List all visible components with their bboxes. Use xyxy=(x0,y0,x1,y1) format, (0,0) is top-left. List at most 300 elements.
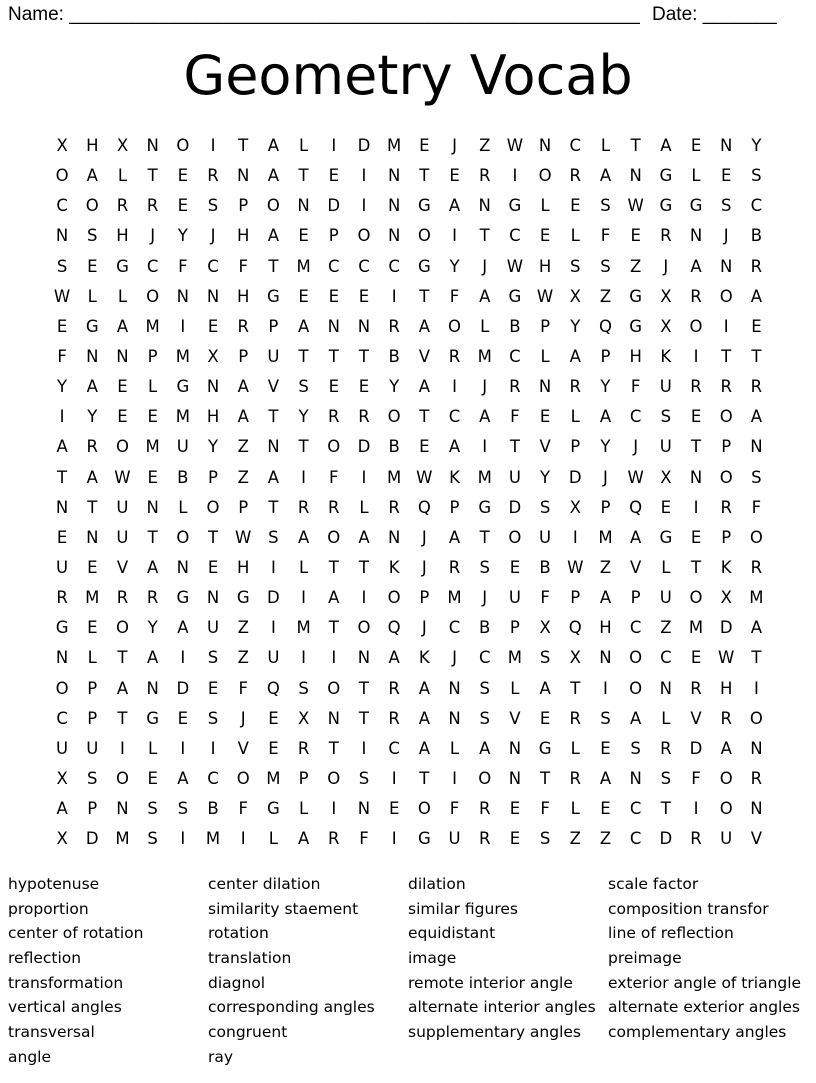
name-field-label: Name: ______________________________________________________ xyxy=(8,4,640,25)
grid-letter: M xyxy=(296,256,311,276)
grid-letter: I xyxy=(59,407,65,427)
word-list-item: reflection xyxy=(8,949,82,968)
grid-letter: N xyxy=(55,497,69,517)
grid-letter: G xyxy=(417,196,431,216)
grid-letter: T xyxy=(419,768,430,788)
grid-letter: O xyxy=(629,648,643,668)
word-list-item: similarity staement xyxy=(208,899,359,918)
grid-letter: P xyxy=(721,437,732,457)
grid-letter: E xyxy=(87,557,98,577)
grid-letter: C xyxy=(56,196,68,216)
grid-letter: Q xyxy=(387,618,401,638)
grid-letter: S xyxy=(207,708,219,728)
grid-letter: U xyxy=(508,467,521,487)
grid-letter: D xyxy=(689,738,703,758)
grid-letter: E xyxy=(117,377,128,397)
grid-letter: M xyxy=(205,829,221,849)
grid-letter: G xyxy=(508,286,522,306)
grid-letter: F xyxy=(751,497,762,517)
grid-letter: L xyxy=(359,497,369,517)
grid-letter: U xyxy=(116,497,129,517)
grid-letter: A xyxy=(750,618,763,638)
grid-letter: E xyxy=(328,166,339,186)
grid-letter: F xyxy=(449,286,460,306)
grid-letter: S xyxy=(630,738,641,758)
grid-letter: A xyxy=(599,588,612,608)
grid-letter: E xyxy=(721,166,732,186)
grid-letter: R xyxy=(328,829,340,849)
grid-letter: A xyxy=(388,648,400,668)
grid-letter: S xyxy=(87,226,98,246)
grid-letter: N xyxy=(538,136,552,155)
grid-letter: J xyxy=(210,226,216,246)
grid-letter: T xyxy=(238,136,249,155)
grid-letter: I xyxy=(693,497,699,517)
grid-letter: Z xyxy=(237,618,249,638)
word-search-grid xyxy=(47,131,772,854)
grid-letter: R xyxy=(720,497,732,517)
grid-letter: F xyxy=(329,467,339,487)
grid-letter: R xyxy=(328,407,340,427)
grid-letter: C xyxy=(388,256,400,276)
grid-letter: Y xyxy=(540,467,551,487)
grid-letter: X xyxy=(56,768,68,788)
grid-letter: I xyxy=(512,166,518,186)
grid-letter: A xyxy=(86,377,98,397)
grid-letter: E xyxy=(539,708,551,728)
grid-letter: Q xyxy=(629,497,643,517)
grid-letter: I xyxy=(210,136,216,155)
grid-letter: O xyxy=(115,768,129,788)
grid-letter: S xyxy=(177,799,189,819)
grid-letter: E xyxy=(207,557,219,577)
grid-letter: I xyxy=(180,829,186,849)
grid-letter: I xyxy=(482,437,488,457)
grid-letter: A xyxy=(630,527,642,547)
grid-letter: M xyxy=(387,467,402,487)
grid-letter: O xyxy=(327,527,341,547)
grid-letter: T xyxy=(690,557,702,577)
grid-letter: E xyxy=(268,708,279,728)
grid-letter: Y xyxy=(751,136,762,155)
grid-letter: B xyxy=(750,226,763,246)
grid-letter: J xyxy=(452,136,457,155)
grid-letter: S xyxy=(570,256,581,276)
grid-letter: R xyxy=(569,377,582,397)
grid-letter: U xyxy=(659,437,672,457)
grid-letter: T xyxy=(57,467,68,487)
grid-letter: J xyxy=(482,377,488,397)
grid-letter: O xyxy=(417,226,431,246)
grid-letter: E xyxy=(147,407,158,427)
grid-letter: E xyxy=(751,316,762,336)
grid-letter: C xyxy=(448,407,461,427)
grid-letter: C xyxy=(509,226,521,246)
grid-letter: G xyxy=(176,588,190,608)
grid-letter: Y xyxy=(600,437,611,457)
grid-letter: X xyxy=(660,286,672,306)
grid-letter: W xyxy=(53,286,71,306)
grid-letter: Q xyxy=(568,618,582,638)
grid-letter: F xyxy=(238,799,248,819)
grid-letter: C xyxy=(207,768,219,788)
grid-letter: V xyxy=(267,377,280,397)
grid-letter: I xyxy=(723,316,729,336)
grid-letter: C xyxy=(660,648,672,668)
grid-letter: S xyxy=(298,377,309,397)
grid-letter: R xyxy=(388,678,400,698)
grid-letter: P xyxy=(87,678,98,698)
grid-letter: G xyxy=(478,497,492,517)
grid-letter: L xyxy=(268,829,278,849)
grid-letter: L xyxy=(449,738,460,758)
grid-letter: L xyxy=(661,708,671,728)
grid-letter: N xyxy=(327,316,340,336)
grid-letter: G xyxy=(689,196,703,216)
grid-letter: T xyxy=(358,557,370,577)
grid-letter: A xyxy=(479,286,491,306)
grid-letter: L xyxy=(117,286,128,306)
grid-letter: Y xyxy=(570,316,581,336)
grid-letter: F xyxy=(178,256,188,276)
grid-letter: A xyxy=(237,377,249,397)
grid-letter: F xyxy=(238,256,248,276)
grid-letter: J xyxy=(603,467,608,487)
grid-letter: T xyxy=(207,527,219,547)
grid-letter: A xyxy=(630,708,642,728)
grid-letter: A xyxy=(720,738,732,758)
grid-letter: I xyxy=(301,648,307,668)
grid-letter: T xyxy=(358,346,370,366)
grid-letter: J xyxy=(421,527,427,547)
grid-letter: X xyxy=(297,708,310,728)
grid-letter: T xyxy=(479,527,490,547)
grid-letter: N xyxy=(146,497,159,517)
grid-letter: T xyxy=(298,346,309,366)
grid-letter: R xyxy=(207,166,219,186)
grid-letter: E xyxy=(358,377,370,397)
grid-letter: T xyxy=(660,799,671,819)
grid-letter: P xyxy=(208,467,218,487)
grid-letter: Y xyxy=(177,226,188,246)
grid-letter: G xyxy=(417,256,431,276)
grid-letter: U xyxy=(267,648,280,668)
grid-letter: P xyxy=(298,768,309,788)
grid-letter: E xyxy=(358,286,370,306)
grid-letter: R xyxy=(720,377,732,397)
grid-letter: F xyxy=(57,346,67,366)
grid-letter: M xyxy=(85,588,100,608)
grid-letter: N xyxy=(116,346,129,366)
grid-letter: R xyxy=(569,708,582,728)
grid-letter: T xyxy=(147,527,158,547)
grid-letter: T xyxy=(479,226,490,246)
grid-letter: N xyxy=(146,678,159,698)
grid-letter: N xyxy=(387,166,401,186)
grid-letter: T xyxy=(721,346,732,366)
grid-letter: L xyxy=(691,166,701,186)
grid-letter: T xyxy=(690,437,702,457)
grid-letter: V xyxy=(690,708,702,728)
grid-letter: D xyxy=(719,618,733,638)
grid-letter: N xyxy=(206,377,220,397)
grid-letter: S xyxy=(539,648,551,668)
grid-letter: L xyxy=(117,166,128,186)
grid-letter: P xyxy=(540,316,551,336)
grid-letter: C xyxy=(750,196,763,216)
grid-letter: O xyxy=(206,497,220,517)
grid-letter: I xyxy=(210,738,216,758)
grid-letter: S xyxy=(87,768,98,788)
grid-letter: I xyxy=(180,738,186,758)
grid-letter: R xyxy=(56,588,68,608)
grid-letter: I xyxy=(603,678,608,698)
grid-letter: M xyxy=(266,768,281,788)
grid-letter: Y xyxy=(389,377,400,397)
grid-letter: I xyxy=(391,768,397,788)
grid-letter: E xyxy=(660,497,672,517)
grid-letter: X xyxy=(56,829,68,849)
grid-letter: A xyxy=(147,557,159,577)
grid-letter: I xyxy=(301,467,307,487)
grid-letter: K xyxy=(418,648,430,668)
grid-letter: R xyxy=(237,316,249,336)
grid-letter: F xyxy=(540,799,550,819)
grid-letter: I xyxy=(120,738,125,758)
grid-letter: N xyxy=(327,708,340,728)
grid-letter: O xyxy=(266,196,280,216)
grid-letter: N xyxy=(387,527,401,547)
grid-letter: A xyxy=(418,316,430,336)
grid-letter: B xyxy=(177,467,189,487)
grid-letter: H xyxy=(599,618,612,638)
grid-letter: H xyxy=(86,136,99,155)
grid-letter: T xyxy=(419,166,430,186)
grid-letter: V xyxy=(509,708,521,728)
grid-letter: P xyxy=(570,437,581,457)
grid-letter: X xyxy=(207,346,219,366)
grid-letter: F xyxy=(238,678,248,698)
grid-letter: P xyxy=(419,588,430,608)
grid-letter: Q xyxy=(417,497,431,517)
grid-letter: P xyxy=(449,497,460,517)
grid-letter: Q xyxy=(266,678,280,698)
grid-letter: E xyxy=(298,226,309,246)
grid-letter: T xyxy=(419,286,430,306)
grid-letter: A xyxy=(86,166,98,186)
grid-letter: C xyxy=(629,799,642,819)
grid-letter: J xyxy=(240,708,246,728)
grid-letter: T xyxy=(358,708,370,728)
word-list-item: rotation xyxy=(208,924,269,943)
grid-letter: S xyxy=(600,708,611,728)
grid-letter: R xyxy=(690,678,702,698)
grid-letter: E xyxy=(690,136,702,155)
word-list-item: similar figures xyxy=(408,899,518,918)
grid-letter: T xyxy=(509,437,520,457)
grid-letter: E xyxy=(690,648,702,668)
grid-letter: C xyxy=(629,407,642,427)
grid-letter: N xyxy=(267,437,280,457)
grid-letter: I xyxy=(361,196,367,216)
grid-letter: I xyxy=(572,527,578,547)
grid-letter: Y xyxy=(57,377,68,397)
word-list-item: supplementary angles xyxy=(408,1023,582,1042)
grid-letter: L xyxy=(540,196,550,216)
grid-letter: P xyxy=(268,316,279,336)
grid-letter: T xyxy=(751,346,762,366)
grid-letter: E xyxy=(207,678,219,698)
grid-letter: U xyxy=(539,527,552,547)
grid-letter: D xyxy=(267,588,280,608)
grid-letter: Z xyxy=(237,467,249,487)
grid-letter: N xyxy=(176,286,190,306)
grid-letter: T xyxy=(328,557,339,577)
grid-letter: C xyxy=(629,829,642,849)
word-list-item: transformation xyxy=(8,973,124,992)
grid-letter: N xyxy=(720,136,733,155)
grid-letter: V xyxy=(418,346,430,366)
grid-letter: L xyxy=(148,738,158,758)
grid-letter: T xyxy=(751,648,762,668)
grid-letter: T xyxy=(358,678,370,698)
grid-letter: N xyxy=(629,768,642,788)
grid-letter: H xyxy=(538,256,552,276)
grid-letter: U xyxy=(206,618,220,638)
grid-letter: A xyxy=(599,768,612,788)
grid-letter: D xyxy=(659,829,673,849)
grid-letter: A xyxy=(177,768,189,788)
date-field-label: Date: _______ xyxy=(652,4,777,25)
word-list-item: alternate interior angles xyxy=(408,998,596,1017)
grid-letter: M xyxy=(749,588,764,608)
grid-letter: E xyxy=(147,768,158,788)
grid-letter: R xyxy=(388,708,400,728)
grid-letter: U xyxy=(659,377,672,397)
grid-letter: Y xyxy=(298,407,309,427)
grid-letter: P xyxy=(630,588,641,608)
grid-letter: R xyxy=(448,346,461,366)
grid-letter: E xyxy=(268,738,279,758)
grid-letter: F xyxy=(540,588,550,608)
grid-letter: U xyxy=(720,829,733,849)
grid-letter: N xyxy=(508,768,522,788)
grid-letter: P xyxy=(238,497,249,517)
grid-letter: C xyxy=(629,618,642,638)
word-list-item: image xyxy=(408,949,457,968)
grid-letter: O xyxy=(55,678,69,698)
grid-letter: R xyxy=(297,738,310,758)
grid-letter: M xyxy=(598,527,613,547)
grid-letter: U xyxy=(508,588,521,608)
grid-letter: C xyxy=(358,256,370,276)
grid-letter: S xyxy=(207,648,219,668)
grid-letter: G xyxy=(267,286,280,306)
grid-letter: I xyxy=(753,678,759,698)
grid-letter: L xyxy=(570,226,580,246)
grid-letter: Y xyxy=(207,437,219,457)
grid-letter: R xyxy=(509,377,521,397)
word-list-item: congruent xyxy=(208,1023,288,1042)
grid-letter: I xyxy=(693,346,699,366)
grid-letter: O xyxy=(327,768,341,788)
grid-letter: J xyxy=(663,256,669,276)
grid-letter: O xyxy=(719,768,733,788)
grid-letter: A xyxy=(599,166,612,186)
grid-letter: X xyxy=(660,467,672,487)
grid-letter: S xyxy=(268,527,279,547)
grid-letter: E xyxy=(539,407,551,427)
grid-letter: F xyxy=(600,226,611,246)
grid-letter: A xyxy=(358,527,370,547)
grid-letter: U xyxy=(448,829,461,849)
grid-letter: O xyxy=(176,136,190,155)
grid-letter: B xyxy=(388,437,400,457)
grid-letter: L xyxy=(298,799,309,819)
grid-letter: R xyxy=(569,166,582,186)
grid-letter: E xyxy=(419,136,430,155)
word-list-item: vertical angles xyxy=(8,998,122,1017)
grid-letter: S xyxy=(539,497,551,517)
grid-letter: A xyxy=(177,618,189,638)
grid-letter: T xyxy=(268,497,279,517)
grid-letter: T xyxy=(298,437,309,457)
grid-letter: M xyxy=(387,136,402,155)
word-list-item: transversal xyxy=(8,1023,95,1042)
grid-letter: E xyxy=(419,437,430,457)
grid-letter: N xyxy=(86,527,99,547)
grid-letter: B xyxy=(479,618,491,638)
grid-letter: G xyxy=(659,166,673,186)
grid-letter: R xyxy=(146,588,159,608)
grid-letter: Z xyxy=(237,437,249,457)
grid-letter: T xyxy=(419,407,430,427)
grid-letter: W xyxy=(536,286,554,306)
grid-letter: G xyxy=(659,196,673,216)
grid-letter: T xyxy=(117,708,128,728)
grid-letter: O xyxy=(115,437,129,457)
grid-letter: S xyxy=(660,407,672,427)
grid-letter: G xyxy=(267,799,280,819)
grid-letter: M xyxy=(145,316,160,336)
grid-letter: G xyxy=(116,256,129,276)
grid-letter: S xyxy=(600,256,611,276)
grid-letter: R xyxy=(750,768,763,788)
grid-letter: A xyxy=(599,407,612,427)
grid-letter: A xyxy=(116,316,129,336)
grid-letter: R xyxy=(86,437,99,457)
grid-letter: G xyxy=(659,527,673,547)
grid-letter: A xyxy=(267,136,280,155)
word-list-item: corresponding angles xyxy=(208,998,375,1017)
grid-letter: E xyxy=(177,708,189,728)
grid-letter: P xyxy=(600,497,611,517)
grid-letter: N xyxy=(750,437,763,457)
grid-letter: E xyxy=(600,738,611,758)
grid-letter: A xyxy=(297,316,310,336)
grid-letter: A xyxy=(56,437,68,457)
grid-letter: L xyxy=(661,557,671,577)
grid-letter: N xyxy=(357,648,371,668)
grid-letter: M xyxy=(477,346,492,366)
grid-letter: B xyxy=(539,557,551,577)
grid-letter: T xyxy=(117,648,128,668)
word-list-item: hypotenuse xyxy=(8,875,100,893)
grid-letter: W xyxy=(506,136,524,155)
word-list-item: angle xyxy=(8,1047,52,1066)
grid-letter: T xyxy=(328,618,339,638)
grid-letter: F xyxy=(359,829,369,849)
